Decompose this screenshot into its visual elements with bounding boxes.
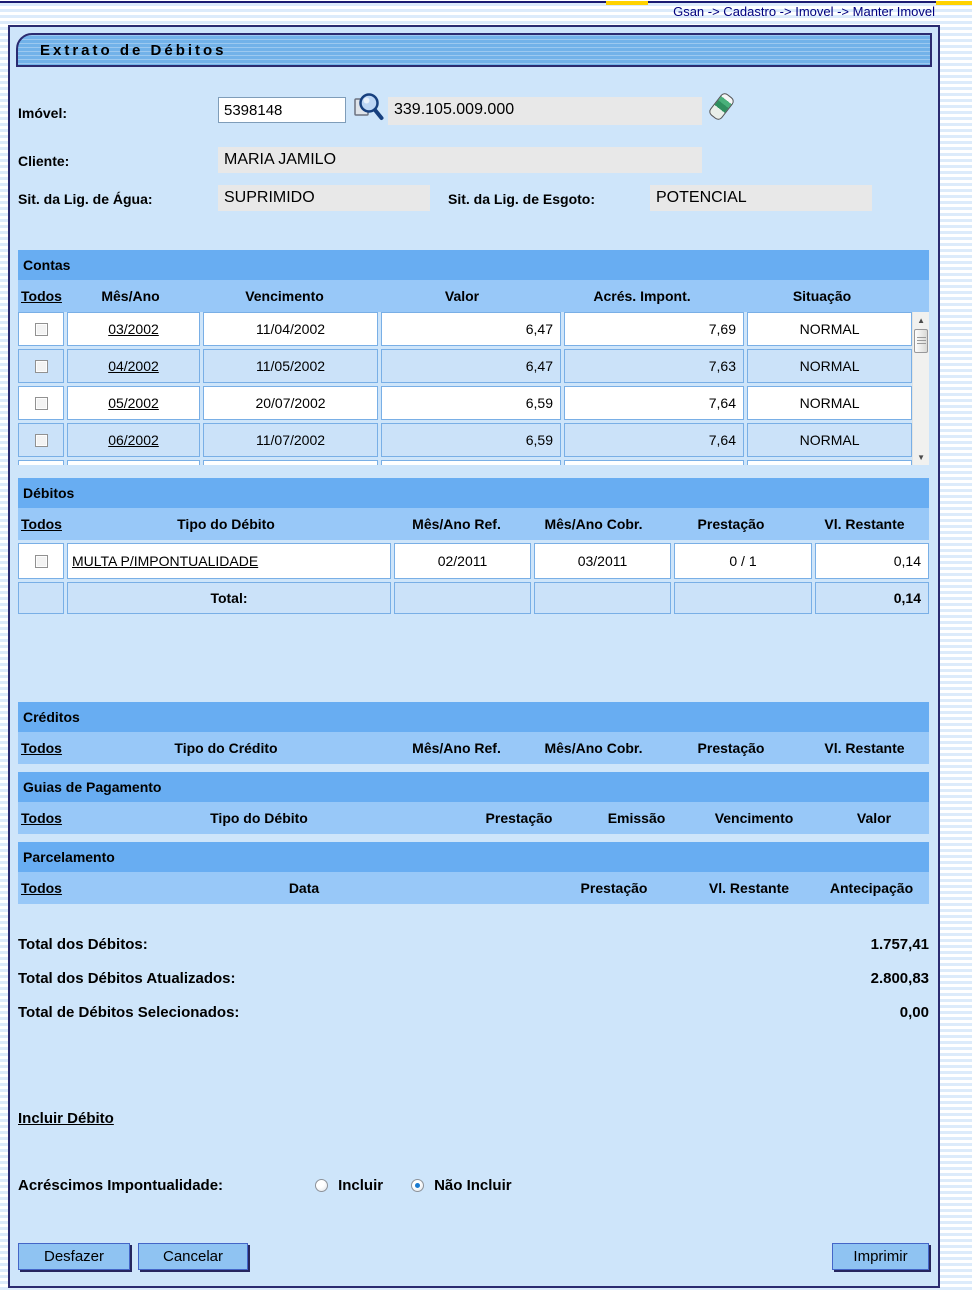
acrescimos-label: Acréscimos Impontualidade: bbox=[18, 1176, 224, 1194]
parcelamento-todos-link[interactable]: Todos bbox=[21, 880, 62, 896]
parcelamento-section bbox=[18, 842, 929, 904]
contas-title: Contas bbox=[18, 250, 929, 280]
contas-col-vencimento: Vencimento bbox=[245, 288, 324, 304]
debitos-total-row bbox=[18, 582, 929, 614]
total-debitos-line bbox=[18, 936, 929, 956]
page-title-label: Extrato de Débitos bbox=[40, 41, 227, 59]
imovel-code-field: 339.105.009.000 bbox=[388, 97, 702, 125]
situacao-cell: NORMAL bbox=[747, 312, 912, 346]
situacao-cell: NORMAL bbox=[747, 386, 912, 420]
parc-col-prestacao: Prestação bbox=[580, 880, 648, 896]
contas-scrollbar[interactable] bbox=[912, 312, 929, 465]
vencimento-cell: 11/05/2002 bbox=[203, 349, 378, 383]
row-checkbox[interactable] bbox=[35, 434, 48, 447]
debitos-title: Débitos bbox=[18, 478, 929, 508]
total-selecionados-value: 0,00 bbox=[899, 1004, 929, 1021]
contas-table bbox=[18, 312, 912, 465]
contas-col-acres: Acrés. Impont. bbox=[593, 288, 691, 304]
contas-header-row bbox=[18, 280, 929, 312]
radio-incluir-label: Incluir bbox=[338, 1176, 384, 1194]
contas-col-mes: Mês/Ano bbox=[101, 288, 160, 304]
restante-cell: 0,14 bbox=[815, 543, 929, 579]
contas-col-situacao: Situação bbox=[792, 288, 852, 304]
search-icon[interactable] bbox=[352, 91, 384, 123]
desfazer-button[interactable]: Desfazer bbox=[18, 1243, 130, 1270]
acres-cell: 7,69 bbox=[564, 312, 744, 346]
total-label: Total: bbox=[67, 582, 391, 614]
situacao-cell: NORMAL bbox=[747, 349, 912, 383]
total-selecionados-line bbox=[18, 1004, 929, 1024]
guias-col-valor: Valor bbox=[856, 810, 892, 826]
acres-cell: 7,64 bbox=[564, 423, 744, 457]
yellow-accent-left bbox=[606, 1, 648, 5]
mes-ref-cell: 02/2011 bbox=[394, 543, 531, 579]
main-panel bbox=[8, 25, 940, 1288]
incluir-debito-link[interactable]: Incluir Débito bbox=[18, 1110, 114, 1127]
debitos-col-ref: Mês/Ano Ref. bbox=[412, 516, 501, 532]
guias-title: Guias de Pagamento bbox=[18, 772, 929, 802]
cliente-field: MARIA JAMILO bbox=[218, 147, 702, 173]
creditos-col-prestacao: Prestação bbox=[697, 740, 765, 756]
total-atualizados-value: 2.800,83 bbox=[870, 970, 929, 987]
imprimir-button[interactable]: Imprimir bbox=[832, 1243, 929, 1270]
table-row-partial bbox=[18, 460, 912, 465]
scroll-down-icon[interactable]: ▼ bbox=[917, 452, 925, 462]
row-checkbox[interactable] bbox=[35, 323, 48, 336]
valor-cell: 6,47 bbox=[381, 312, 561, 346]
parc-col-restante: Vl. Restante bbox=[708, 880, 790, 896]
scroll-up-icon[interactable]: ▲ bbox=[917, 315, 925, 325]
contas-section bbox=[18, 250, 929, 465]
imovel-input[interactable] bbox=[218, 97, 346, 123]
parc-col-antecipacao: Antecipação bbox=[829, 880, 914, 896]
creditos-col-tipo: Tipo do Crédito bbox=[174, 740, 278, 756]
form-area bbox=[10, 67, 938, 250]
situacao-cell: NORMAL bbox=[747, 423, 912, 457]
guias-todos-link[interactable]: Todos bbox=[21, 810, 62, 826]
table-row bbox=[18, 423, 912, 457]
top-navy-line bbox=[0, 1, 972, 3]
debitos-col-cobr: Mês/Ano Cobr. bbox=[544, 516, 643, 532]
total-debitos-value: 1.757,41 bbox=[870, 936, 929, 953]
breadcrumb[interactable]: Gsan -> Cadastro -> Imovel -> Manter Imovel bbox=[673, 4, 935, 19]
imovel-label: Imóvel: bbox=[18, 105, 68, 121]
valor-cell: 6,59 bbox=[381, 386, 561, 420]
guias-col-tipo: Tipo do Débito bbox=[210, 810, 308, 826]
creditos-section bbox=[18, 702, 929, 764]
vencimento-cell: 11/07/2002 bbox=[203, 423, 378, 457]
scrollbar-thumb[interactable] bbox=[914, 329, 928, 353]
table-row bbox=[18, 312, 912, 346]
page-title bbox=[16, 33, 932, 67]
eraser-icon[interactable] bbox=[707, 91, 735, 122]
acrescimos-row bbox=[18, 1175, 938, 1195]
creditos-title: Créditos bbox=[18, 702, 929, 732]
total-atualizados-label: Total dos Débitos Atualizados: bbox=[18, 970, 236, 987]
row-checkbox[interactable] bbox=[35, 360, 48, 373]
esgoto-field: POTENCIAL bbox=[650, 185, 872, 211]
total-value: 0,14 bbox=[815, 582, 929, 614]
mes-ano-link[interactable]: 03/2002 bbox=[67, 312, 200, 346]
table-row bbox=[18, 543, 929, 579]
radio-nao-incluir-label: Não Incluir bbox=[434, 1176, 512, 1194]
acres-cell: 7,63 bbox=[564, 349, 744, 383]
row-checkbox[interactable] bbox=[35, 555, 48, 568]
creditos-col-cobr: Mês/Ano Cobr. bbox=[544, 740, 643, 756]
guias-col-prestacao: Prestação bbox=[485, 810, 553, 826]
creditos-col-restante: Vl. Restante bbox=[824, 740, 905, 756]
guias-col-emissao: Emissão bbox=[607, 810, 666, 826]
esgoto-label: Sit. da Lig. de Esgoto: bbox=[448, 191, 595, 207]
agua-field: SUPRIMIDO bbox=[218, 185, 430, 211]
vencimento-cell: 20/07/2002 bbox=[203, 386, 378, 420]
contas-col-valor: Valor bbox=[444, 288, 480, 304]
debitos-col-tipo: Tipo do Débito bbox=[177, 516, 275, 532]
button-row bbox=[18, 1243, 929, 1270]
prestacao-cell: 0 / 1 bbox=[674, 543, 812, 579]
debitos-todos-link[interactable]: Todos bbox=[21, 516, 62, 532]
parc-col-data: Data bbox=[288, 880, 320, 896]
mes-ano-link[interactable]: 04/2002 bbox=[67, 349, 200, 383]
table-row bbox=[18, 386, 912, 420]
radio-nao-incluir[interactable] bbox=[411, 1179, 424, 1192]
vencimento-cell: 11/04/2002 bbox=[203, 312, 378, 346]
contas-todos-link[interactable]: Todos bbox=[21, 288, 62, 304]
mes-cobr-cell: 03/2011 bbox=[534, 543, 671, 579]
parcelamento-title: Parcelamento bbox=[18, 842, 929, 872]
total-selecionados-label: Total de Débitos Selecionados: bbox=[18, 1004, 240, 1021]
creditos-todos-link[interactable]: Todos bbox=[21, 740, 62, 756]
cliente-label: Cliente: bbox=[18, 153, 70, 169]
table-row bbox=[18, 349, 912, 383]
creditos-col-ref: Mês/Ano Ref. bbox=[412, 740, 501, 756]
mes-ano-link[interactable]: 06/2002 bbox=[67, 423, 200, 457]
debitos-col-restante: Vl. Restante bbox=[824, 516, 905, 532]
valor-cell: 6,59 bbox=[381, 423, 561, 457]
total-atualizados-line bbox=[18, 970, 929, 990]
mes-ano-link[interactable]: 05/2002 bbox=[67, 386, 200, 420]
total-debitos-label: Total dos Débitos: bbox=[18, 936, 148, 953]
yellow-accent-right bbox=[936, 1, 972, 5]
valor-cell: 6,47 bbox=[381, 349, 561, 383]
guias-col-vencimento: Vencimento bbox=[714, 810, 794, 826]
debitos-header-row bbox=[18, 508, 929, 540]
cancelar-button[interactable]: Cancelar bbox=[138, 1243, 248, 1270]
agua-label: Sit. da Lig. de Água: bbox=[18, 191, 153, 207]
tipo-debito-link[interactable]: MULTA P/IMPONTUALIDADE bbox=[67, 543, 391, 579]
creditos-header-row bbox=[18, 732, 929, 764]
parcelamento-header-row bbox=[18, 872, 929, 904]
debitos-section bbox=[18, 478, 929, 614]
row-checkbox[interactable] bbox=[35, 397, 48, 410]
radio-incluir[interactable] bbox=[315, 1179, 328, 1192]
guias-section bbox=[18, 772, 929, 834]
guias-header-row bbox=[18, 802, 929, 834]
debitos-col-prestacao: Prestação bbox=[697, 516, 765, 532]
acres-cell: 7,64 bbox=[564, 386, 744, 420]
